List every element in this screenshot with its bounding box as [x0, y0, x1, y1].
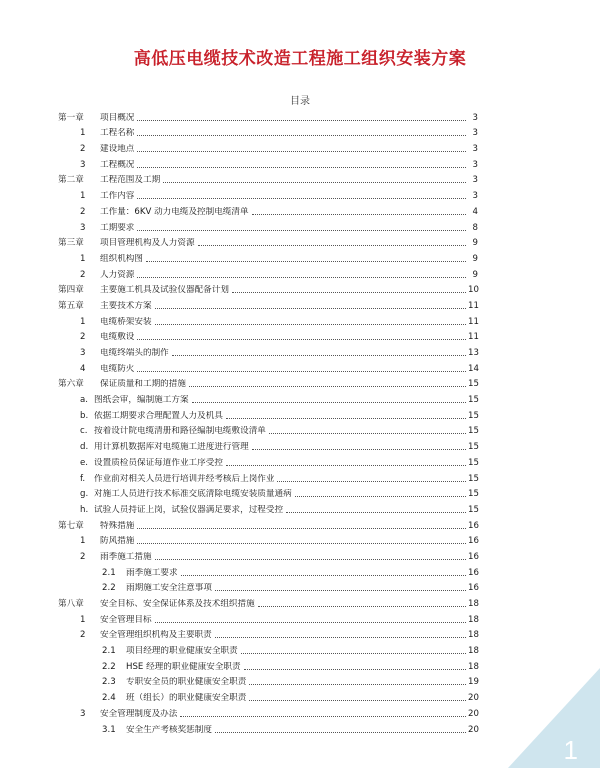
toc-entry-title: 电缆终端头的制作 [100, 348, 169, 358]
toc-entry-page: 3 [472, 191, 478, 202]
toc-leader-dots [137, 120, 466, 121]
toc-leader-dots [146, 261, 466, 262]
toc-entry-number: 2.4 [102, 693, 116, 704]
toc-leader-dots [192, 402, 466, 403]
toc-entry[interactable] [58, 265, 478, 281]
toc-entry-page: 13 [468, 348, 479, 358]
toc-entry-number: 2.1 [102, 567, 116, 578]
page-number: 1 [563, 735, 578, 765]
toc-entry[interactable] [58, 657, 478, 673]
toc-entry[interactable] [58, 469, 478, 485]
toc-entry[interactable] [58, 202, 478, 218]
toc-entry-title: 工作内容 [100, 191, 135, 202]
toc-entry-page: 20 [468, 724, 479, 735]
toc-entry-number: 2 [80, 332, 86, 343]
toc-entry-number: 2 [80, 269, 86, 280]
toc-entry[interactable] [58, 626, 478, 642]
toc-entry-number: b. [80, 410, 89, 421]
toc-entry-page: 15 [468, 504, 479, 515]
toc-entry-page: 19 [468, 677, 479, 688]
toc-entry-number: 2 [80, 144, 86, 155]
toc-entry[interactable] [58, 155, 478, 171]
toc-entry-title: 安全生产考核奖惩制度 [126, 724, 212, 735]
toc-entry-number: 第七章 [58, 520, 84, 531]
toc-entry[interactable] [58, 437, 478, 453]
toc-entry-number: 第八章 [58, 599, 84, 609]
toc-leader-dots [137, 339, 466, 340]
toc-entry-page: 9 [472, 238, 478, 249]
toc-entry[interactable] [58, 171, 478, 187]
toc-entry-page: 4 [472, 206, 478, 217]
toc-entry-title: 图纸会审，编制施工方案 [94, 395, 189, 406]
toc-leader-dots [137, 167, 466, 168]
toc-entry[interactable] [58, 281, 478, 297]
toc-leader-dots [252, 214, 466, 215]
toc-entry[interactable] [58, 720, 478, 736]
toc-entry-page: 15 [468, 379, 479, 390]
toc-entry[interactable] [58, 673, 478, 689]
toc-leader-dots [286, 512, 466, 513]
toc-entry-title: 特殊措施 [100, 520, 135, 531]
toc-leader-dots [137, 135, 466, 136]
toc-leader-dots [137, 230, 466, 231]
toc-heading: 目录 [290, 96, 310, 107]
toc-entry-number: 第五章 [58, 300, 84, 311]
toc-entry-page: 9 [472, 253, 478, 264]
toc-entry[interactable] [58, 688, 478, 704]
toc-entry-number: 2.2 [102, 583, 116, 594]
toc-entry[interactable] [58, 328, 478, 344]
corner-decoration [508, 668, 600, 768]
toc-entry[interactable] [58, 234, 478, 250]
table-of-contents [58, 108, 478, 736]
toc-entry-title: 专职安全员的职业健康安全职责 [126, 677, 247, 688]
toc-entry[interactable] [58, 406, 478, 422]
toc-leader-dots [155, 308, 466, 309]
toc-entry-page: 8 [472, 222, 478, 233]
toc-entry-page: 15 [468, 457, 479, 468]
document-title: 高低压电缆技术改造工程施工组织安装方案 [133, 49, 467, 69]
toc-entry-number: 4 [80, 363, 86, 374]
toc-entry-title: 安全管理制度及办法 [100, 708, 178, 719]
toc-entry-title: 设置质检员保证每道作业工序受控 [94, 457, 223, 468]
toc-entry[interactable] [58, 296, 478, 312]
toc-entry-title: 电缆桥架安装 [100, 316, 152, 327]
toc-entry-title: 安全管理组织机构及主要职责 [100, 630, 212, 641]
toc-leader-dots [277, 481, 466, 482]
toc-entry[interactable] [58, 390, 478, 406]
toc-entry-page: 11 [468, 332, 479, 343]
toc-entry-number: 第六章 [58, 379, 84, 390]
toc-entry-title: 组织机构图 [100, 253, 143, 264]
toc-entry-page: 15 [468, 395, 479, 406]
toc-entry-page: 18 [468, 599, 479, 609]
toc-entry-page: 16 [468, 583, 479, 594]
toc-entry-title: 项目概况 [100, 112, 135, 123]
toc-entry-title: 电缆敷设 [100, 332, 135, 343]
toc-entry-page: 16 [468, 551, 479, 562]
toc-entry-page: 15 [468, 473, 479, 484]
toc-entry-page: 11 [468, 316, 479, 327]
toc-leader-dots [137, 151, 466, 152]
toc-entry-number: 第二章 [58, 175, 84, 186]
toc-leader-dots [215, 732, 466, 733]
toc-entry-number: 3 [80, 708, 86, 719]
toc-leader-dots [180, 716, 466, 717]
toc-leader-dots [241, 653, 466, 654]
toc-entry[interactable] [58, 453, 478, 469]
toc-entry-page: 11 [468, 300, 479, 311]
toc-leader-dots [226, 465, 466, 466]
toc-entry-number: 1 [80, 614, 86, 625]
toc-leader-dots [137, 277, 466, 278]
toc-entry-number: e. [80, 457, 89, 468]
toc-entry-page: 3 [472, 112, 478, 123]
toc-leader-dots [137, 371, 466, 372]
toc-entry-number: 2.3 [102, 677, 116, 688]
toc-entry[interactable] [58, 500, 478, 516]
toc-entry-page: 15 [468, 442, 479, 453]
toc-entry[interactable] [58, 139, 478, 155]
toc-entry-title: 试验人员持证上岗，试验仪器满足要求，过程受控 [94, 504, 284, 515]
toc-leader-dots [232, 292, 466, 293]
toc-entry[interactable] [58, 485, 478, 501]
toc-leader-dots [258, 606, 466, 607]
toc-leader-dots [252, 449, 466, 450]
toc-entry-number: 2 [80, 206, 86, 217]
toc-entry-title: 依据工期要求合理配置人力及机具 [94, 410, 223, 421]
toc-entry-page: 18 [468, 630, 479, 641]
toc-leader-dots [181, 575, 466, 576]
toc-entry-title: 工期要求 [100, 222, 135, 233]
toc-entry[interactable] [58, 594, 478, 610]
toc-leader-dots [163, 182, 466, 183]
toc-entry-title: 工程概况 [100, 159, 135, 170]
toc-entry[interactable] [58, 359, 478, 375]
toc-entry-title: 保证质量和工期的措施 [100, 379, 186, 390]
toc-leader-dots [172, 355, 466, 356]
toc-entry-page: 16 [468, 520, 479, 531]
toc-entry-page: 15 [468, 426, 479, 437]
toc-leader-dots [249, 684, 466, 685]
toc-leader-dots [244, 669, 466, 670]
toc-entry-page: 20 [468, 693, 479, 704]
toc-entry-number: 1 [80, 253, 86, 264]
toc-entry-number: 2 [80, 630, 86, 641]
toc-entry-page: 16 [468, 567, 479, 578]
toc-entry-number: a. [80, 395, 88, 406]
toc-entry-title: 雨季施工措施 [100, 551, 152, 562]
toc-entry-number: 2.2 [102, 661, 116, 672]
toc-entry-title: 安全目标、安全保证体系及技术组织措施 [100, 599, 255, 609]
toc-entry[interactable] [58, 641, 478, 657]
toc-entry-title: 按着设计院电缆清册和路径编制电缆敷设清单 [94, 426, 266, 437]
toc-entry-title: HSE 经理的职业健康安全职责 [126, 661, 241, 672]
toc-entry-number: f. [80, 473, 86, 484]
toc-entry-number: c. [80, 426, 88, 437]
toc-entry-page: 18 [468, 614, 479, 625]
toc-entry-title: 安全管理目标 [100, 614, 152, 625]
toc-entry-page: 18 [468, 661, 479, 672]
toc-entry[interactable] [58, 249, 478, 265]
toc-entry-page: 18 [468, 646, 479, 657]
toc-entry-title: 作业前对相关人员进行培训并经考核后上岗作业 [94, 473, 275, 484]
toc-entry-title: 项目管理机构及人力资源 [100, 238, 195, 249]
toc-entry-title: 人力资源 [100, 269, 135, 280]
toc-entry-title: 主要技术方案 [100, 300, 152, 311]
toc-entry-title: 工作量：6KV 动力电缆及控制电缆清单 [100, 206, 249, 217]
toc-entry-page: 15 [468, 489, 479, 500]
toc-leader-dots [269, 433, 466, 434]
toc-entry-page: 10 [468, 285, 479, 296]
toc-leader-dots [155, 559, 466, 560]
toc-entry-number: 3.1 [102, 724, 116, 735]
toc-entry-title: 雨季施工要求 [126, 567, 178, 578]
toc-entry[interactable] [58, 579, 478, 595]
toc-entry-number: d. [80, 442, 89, 453]
toc-entry-number: 第三章 [58, 238, 84, 249]
toc-entry-page: 3 [472, 144, 478, 155]
toc-entry-page: 9 [472, 269, 478, 280]
toc-entry[interactable] [58, 532, 478, 548]
toc-entry-page: 15 [468, 410, 479, 421]
toc-entry-number: 1 [80, 316, 86, 327]
toc-entry-title: 雨期施工安全注意事项 [126, 583, 212, 594]
toc-entry-title: 项目经理的职业健康安全职责 [126, 646, 238, 657]
toc-entry-number: 1 [80, 128, 86, 139]
toc-entry-page: 3 [472, 159, 478, 170]
toc-entry-title: 对施工人员进行技术标准交底清除电缆安装质量通病 [94, 489, 292, 500]
toc-entry-number: g. [80, 489, 89, 500]
toc-entry-title: 用计算机数据库对电缆施工进度进行管理 [94, 442, 249, 453]
toc-entry[interactable] [58, 375, 478, 391]
toc-entry-title: 主要施工机具及试验仪器配备计划 [100, 285, 229, 296]
toc-entry-number: 第一章 [58, 112, 84, 123]
toc-leader-dots [215, 590, 466, 591]
toc-entry[interactable] [58, 704, 478, 720]
toc-entry[interactable] [58, 312, 478, 328]
toc-entry-number: 2 [80, 551, 86, 562]
toc-entry-number: 3 [80, 348, 86, 358]
toc-entry-page: 16 [468, 536, 479, 547]
toc-leader-dots [215, 637, 466, 638]
toc-entry[interactable] [58, 516, 478, 532]
toc-entry-page: 14 [468, 363, 479, 374]
toc-entry-title: 班（组长）的职业健康安全职责 [126, 693, 247, 704]
toc-leader-dots [155, 622, 466, 623]
toc-leader-dots [137, 528, 466, 529]
toc-leader-dots [137, 543, 466, 544]
toc-entry[interactable] [58, 563, 478, 579]
toc-entry-number: 3 [80, 222, 86, 233]
toc-entry-title: 电缆防火 [100, 363, 135, 374]
toc-entry-number: 2.1 [102, 646, 116, 657]
toc-leader-dots [295, 496, 466, 497]
toc-entry-number: h. [80, 504, 89, 515]
toc-entry[interactable] [58, 218, 478, 234]
toc-entry-number: 1 [80, 191, 86, 202]
toc-entry[interactable] [58, 610, 478, 626]
toc-leader-dots [155, 324, 466, 325]
toc-entry[interactable] [58, 124, 478, 140]
toc-leader-dots [137, 198, 466, 199]
toc-leader-dots [249, 700, 466, 701]
toc-entry[interactable] [58, 343, 478, 359]
toc-leader-dots [189, 386, 466, 387]
toc-entry-page: 3 [472, 175, 478, 186]
toc-entry-title: 工程名称 [100, 128, 135, 139]
toc-entry-number: 第四章 [58, 285, 84, 296]
toc-entry-title: 建设地点 [100, 144, 135, 155]
toc-entry[interactable] [58, 547, 478, 563]
toc-entry-number: 1 [80, 536, 86, 547]
toc-entry[interactable] [58, 108, 478, 124]
toc-entry-page: 3 [472, 128, 478, 139]
toc-entry-number: 3 [80, 159, 86, 170]
toc-entry-page: 20 [468, 708, 479, 719]
toc-entry-title: 工程范围及工期 [100, 175, 161, 186]
toc-leader-dots [226, 418, 466, 419]
toc-entry-title: 防风措施 [100, 536, 135, 547]
toc-entry[interactable] [58, 186, 478, 202]
toc-leader-dots [198, 245, 466, 246]
toc-entry[interactable] [58, 422, 478, 438]
